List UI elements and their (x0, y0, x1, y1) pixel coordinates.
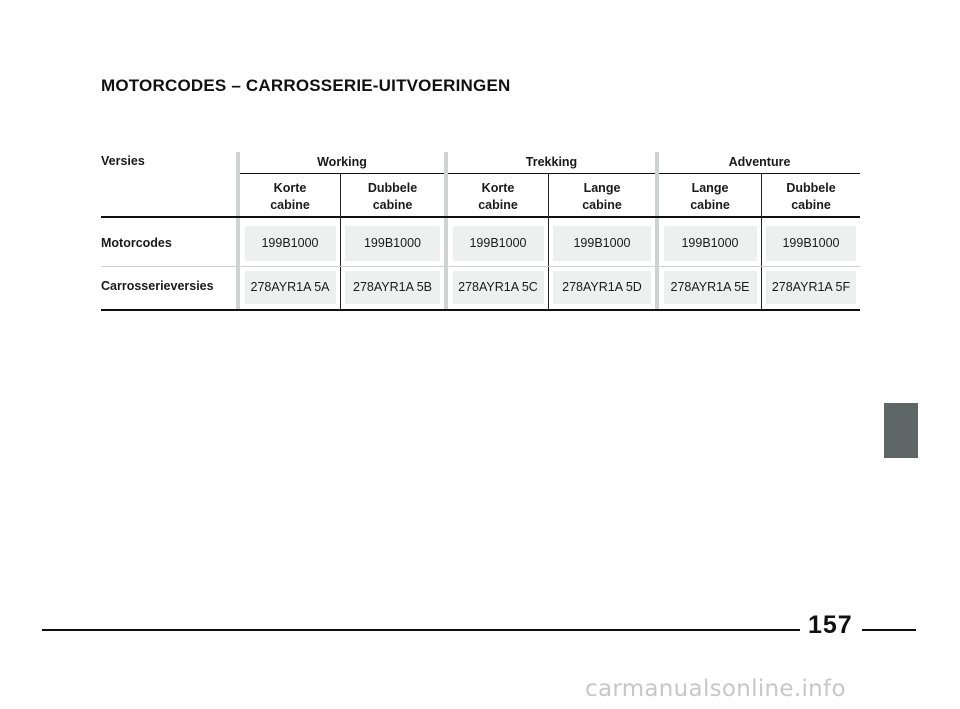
subheader-line2: cabine (270, 198, 310, 212)
footer-rule-right (862, 629, 916, 631)
subheader-col-4 (549, 180, 655, 214)
row-label-carrosserieversies: Carrosserieversies (101, 279, 214, 293)
subheader-line2: cabine (791, 198, 831, 212)
table-cell: 199B1000 (573, 236, 631, 250)
subheader-line1: Korte (481, 181, 515, 195)
table-cell: 199B1000 (363, 236, 421, 250)
group-header-trekking: Trekking (525, 155, 578, 169)
row-rule (101, 266, 860, 267)
table-cell: 278AYR1A 5D (562, 280, 642, 294)
group-rule (448, 173, 655, 174)
row-label-motorcodes: Motorcodes (101, 236, 172, 250)
subheader-line1: Dubbele (786, 181, 836, 195)
subheader-col-3 (448, 180, 548, 214)
table-bottom-rule (101, 309, 860, 311)
subheader-line1: Lange (691, 181, 729, 195)
subheader-line1: Lange (583, 181, 621, 195)
watermark: carmanualsonline.info (585, 676, 846, 702)
table-cell: 199B1000 (469, 236, 527, 250)
group-header-adventure: Adventure (728, 155, 791, 169)
table-cell: 278AYR1A 5C (458, 280, 538, 294)
page-number: 157 (808, 611, 853, 639)
table-cell: 278AYR1A 5E (670, 280, 750, 294)
table-cell: 199B1000 (782, 236, 840, 250)
subheader-line1: Dubbele (367, 181, 418, 195)
header-rule (101, 216, 860, 218)
subheader-col-2 (341, 180, 444, 214)
subheader-col-6 (762, 180, 860, 214)
subheader-col-5 (659, 180, 761, 214)
footer-rule-left (42, 629, 800, 631)
subheader-line2: cabine (690, 198, 730, 212)
group-header-working: Working (317, 155, 367, 169)
subheader-line2: cabine (478, 198, 518, 212)
row-header-versies: Versies (101, 154, 145, 168)
subheader-line1: Korte (273, 181, 307, 195)
section-tab (884, 403, 918, 458)
table-cell: 278AYR1A 5F (771, 280, 851, 294)
page-title: MOTORCODES – CARROSSERIE-UITVOERINGEN (101, 76, 511, 95)
table-cell: 199B1000 (681, 236, 739, 250)
subheader-line2: cabine (582, 198, 622, 212)
table-cell: 278AYR1A 5A (250, 280, 330, 294)
subheader-line2: cabine (372, 198, 413, 212)
group-rule (240, 173, 444, 174)
table-cell: 278AYR1A 5B (353, 280, 432, 294)
table-cell: 199B1000 (261, 236, 319, 250)
group-rule (659, 173, 860, 174)
subheader-col-1 (240, 180, 340, 214)
